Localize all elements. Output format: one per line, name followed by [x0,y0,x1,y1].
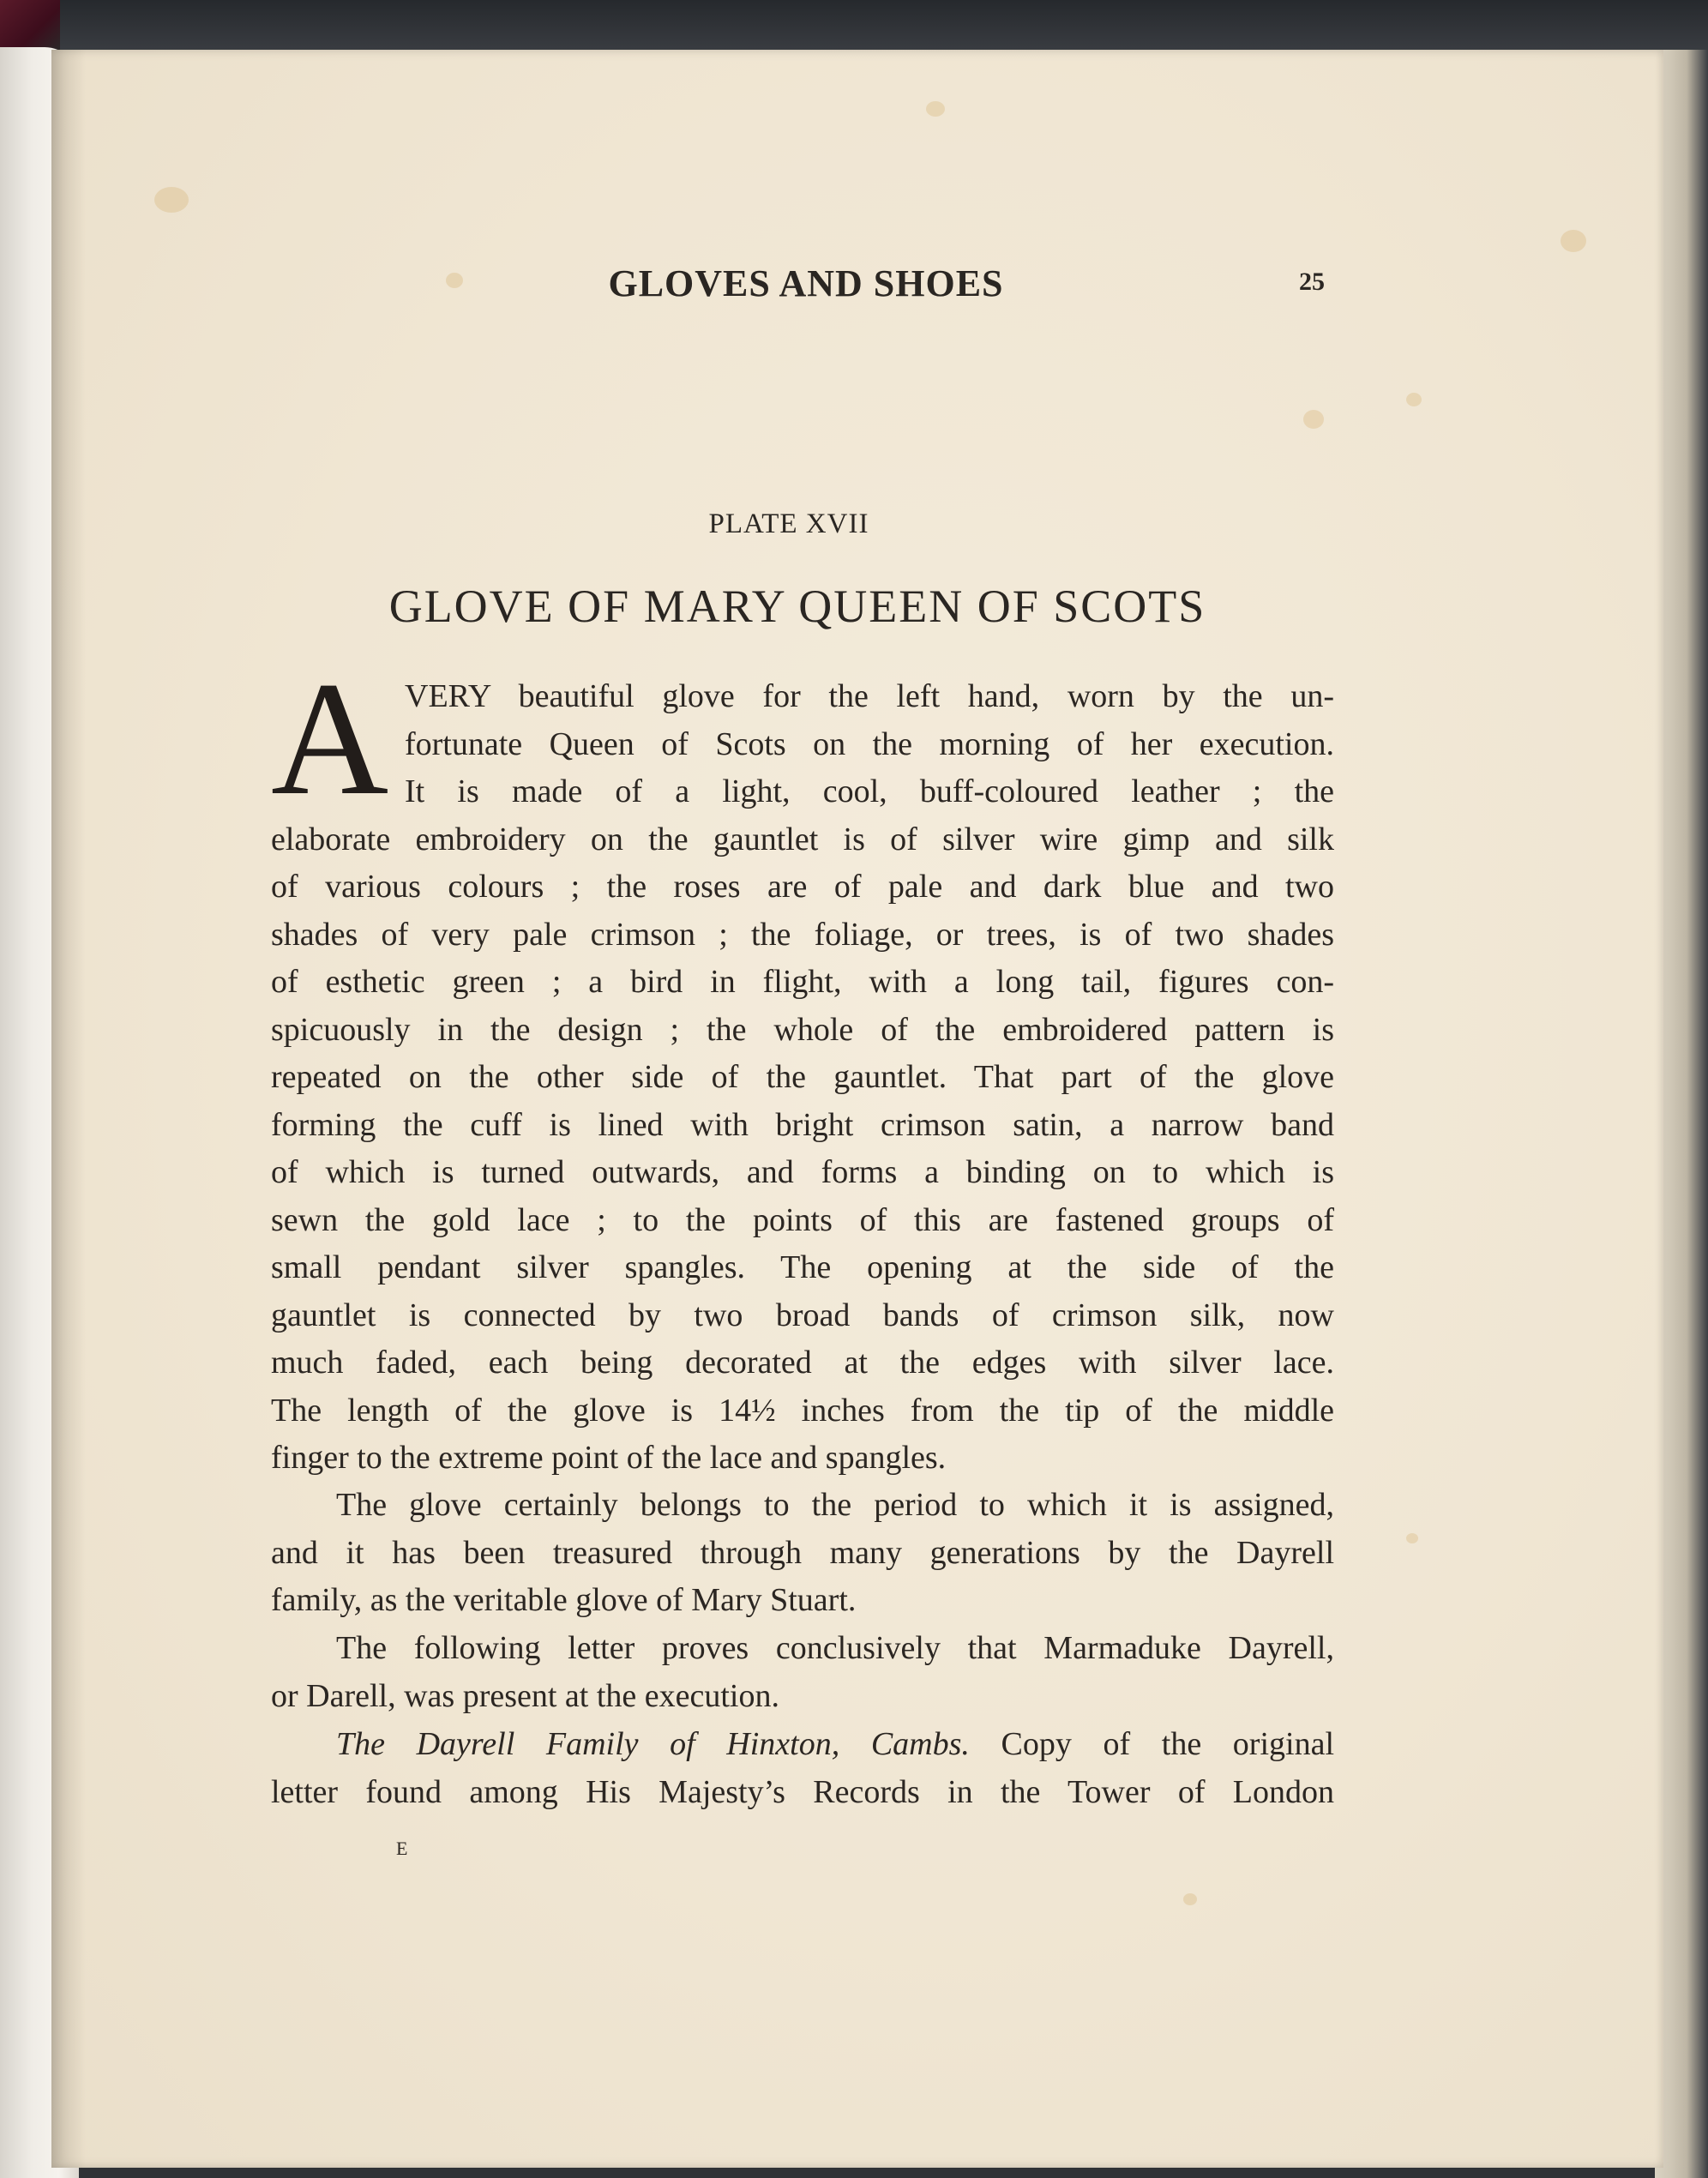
text-line: spicuously in the design ; the whole of the embroidered pattern is [271,1011,1334,1048]
text-line: small pendant silver spangles. The opening at the side of the [271,1249,1334,1285]
text-line: The glove certainly belongs to the period to which it is assigned, [336,1487,1334,1523]
page-gutter-shadow [51,50,86,2168]
text-line: of various colours ; the roses are of pale and dark blue and two [271,869,1334,905]
paragraph-1 [271,649,1334,1483]
text-line: It is made of a light, cool, buff-coloured leather ; the [405,773,1334,809]
text-line: of esthetic green ; a bird in flight, with a long tail, figures con- [271,964,1334,1000]
text-line: family, as the veritable glove of Mary Stuart. [271,1582,857,1618]
bookmark-ribbon [0,0,60,53]
drop-cap: A [271,649,389,829]
foxing-spot [1183,1893,1197,1905]
plate-label: PLATE XVII [708,508,869,539]
text-line: sewn the gold lace ; to the points of this are fastened groups of [271,1201,1334,1238]
page-number: 25 [1299,268,1325,296]
text-line: The length of the glove is 14½ inches from the tip of the middle [271,1392,1334,1429]
foxing-spot [1303,410,1324,429]
text-line: of which is turned outwards, and forms a binding on to which is [271,1154,1334,1190]
paragraph-3 [271,1625,1334,1720]
text-line [271,1721,1334,1769]
foxing-spot [1406,393,1422,406]
text-line: The following letter proves conclusively that Marmaduke Dayrell, [336,1630,1334,1666]
text-line: and it has been treasured through many generations by the Dayrell [271,1534,1334,1571]
text-line: or Darell, was present at the execution. [271,1677,779,1714]
text-line: VERY beautiful glove for the left hand, worn by the un- [405,678,1334,714]
foxing-spot [446,273,463,288]
text-line: shades of very pale crimson ; the foliage, or trees, is of two shades [271,916,1334,953]
italic-source-title: The Dayrell Family of Hinxton, Cambs. [336,1726,970,1762]
paragraph-4 [271,1721,1334,1816]
text-line: repeated on the other side of the gauntlet. That part of the glove [271,1059,1334,1095]
paragraph-2 [271,1482,1334,1625]
text-line: much faded, each being decorated at the edges with silver lace. [271,1345,1334,1381]
text-line: forming the cuff is lined with bright crimson satin, a narrow band [271,1106,1334,1143]
foxing-spot [154,187,189,213]
text-line: fortunate Queen of Scots on the morning of her execution. [405,725,1334,762]
running-header: GLOVES AND SHOES [608,262,1004,304]
text-fragment: Copy of the original [1001,1726,1334,1762]
background-top [0,0,1708,53]
foxing-spot [926,101,945,117]
foxing-spot [1561,230,1586,252]
signature-mark: E [396,1838,408,1859]
text-line: letter found among His Majesty’s Records in the Tower of London [271,1773,1334,1810]
text-line: gauntlet is connected by two broad bands of crimson silk, now [271,1297,1334,1333]
text-line: elaborate embroidery on the gauntlet is of silver wire gimp and silk [271,821,1334,857]
text-line: finger to the extreme point of the lace and spangles. [271,1440,947,1476]
chapter-title: GLOVE OF MARY QUEEN OF SCOTS [388,581,1206,632]
foxing-spot [1406,1533,1418,1543]
